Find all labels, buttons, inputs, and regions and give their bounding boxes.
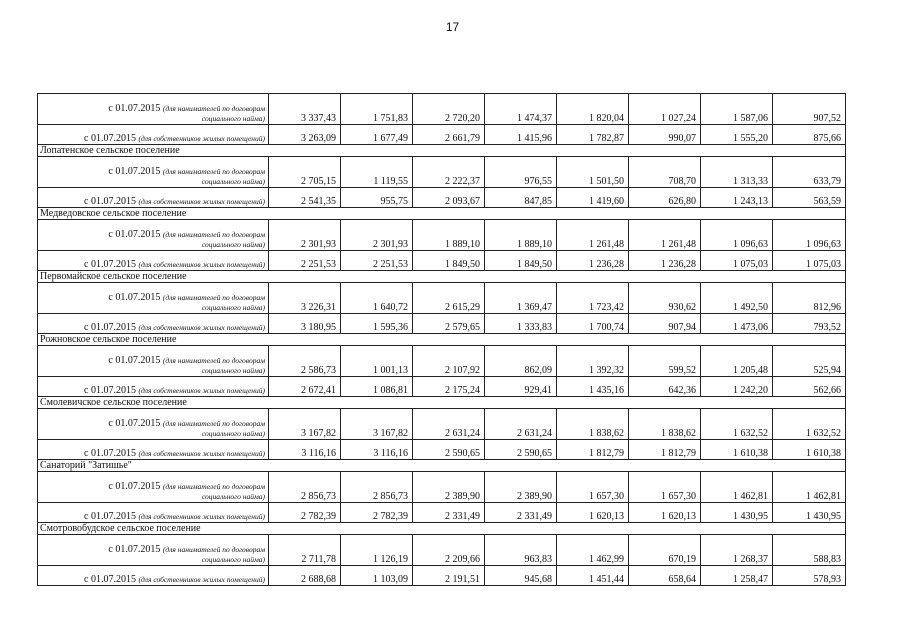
value-cell: 1 462,81 xyxy=(701,472,773,503)
value-cell: 1 027,24 xyxy=(629,94,701,125)
value-cell: 976,55 xyxy=(485,157,557,188)
row-label-line1: с 01.07.2015 (для нанимателей по договорам xyxy=(108,481,265,492)
table-body xyxy=(38,94,846,586)
table-row xyxy=(38,566,846,586)
table-row xyxy=(38,188,846,208)
value-cell: 1 640,72 xyxy=(341,283,413,314)
value-cell: 1 242,20 xyxy=(701,377,773,397)
value-cell: 3 337,43 xyxy=(269,94,341,125)
value-cell: 2 541,35 xyxy=(269,188,341,208)
table-row xyxy=(38,472,846,503)
value-cell: 1 838,62 xyxy=(629,409,701,440)
value-cell: 990,07 xyxy=(629,125,701,145)
row-label-note: (для нанимателей по договорам xyxy=(162,419,265,428)
row-label: с 01.07.2015 (для собственников жилых помещений) xyxy=(38,188,269,208)
table-row xyxy=(38,157,846,188)
row-label-note: социального найма) xyxy=(201,177,265,186)
value-cell: 930,62 xyxy=(629,283,701,314)
value-cell: 2 590,65 xyxy=(413,440,485,460)
value-cell: 955,75 xyxy=(341,188,413,208)
row-label-note: (для нанимателей по договорам xyxy=(162,482,265,491)
row-label-line2 xyxy=(42,555,265,565)
value-cell: 1 889,10 xyxy=(485,220,557,251)
value-cell: 1 657,30 xyxy=(629,472,701,503)
section-title: Медведовское сельское поселение xyxy=(38,208,846,220)
page-number: 17 xyxy=(445,20,460,34)
row-label xyxy=(38,94,269,125)
value-cell: 642,36 xyxy=(629,377,701,397)
table-row xyxy=(38,283,846,314)
value-cell: 1 595,36 xyxy=(341,314,413,334)
value-cell: 929,41 xyxy=(485,377,557,397)
value-cell: 1 462,81 xyxy=(773,472,846,503)
value-cell: 708,70 xyxy=(629,157,701,188)
value-cell: 2 107,92 xyxy=(413,346,485,377)
row-label-line2 xyxy=(42,177,265,187)
value-cell: 2 720,20 xyxy=(413,94,485,125)
value-cell: 2 782,39 xyxy=(341,503,413,523)
value-cell: 2 590,65 xyxy=(485,440,557,460)
row-label xyxy=(38,157,269,188)
value-cell: 1 610,38 xyxy=(773,440,846,460)
section-title: Смолевичское сельское поселение xyxy=(38,397,846,409)
row-label-note: социального найма) xyxy=(201,114,265,123)
value-cell: 2 389,90 xyxy=(485,472,557,503)
value-cell: 2 615,29 xyxy=(413,283,485,314)
value-cell: 2 631,24 xyxy=(485,409,557,440)
value-cell: 3 167,82 xyxy=(341,409,413,440)
value-cell: 1 096,63 xyxy=(773,220,846,251)
section-row xyxy=(38,271,846,283)
row-label: с 01.07.2015 (для собственников жилых помещений) xyxy=(38,566,269,586)
value-cell: 2 222,37 xyxy=(413,157,485,188)
row-label-note: (для собственников жилых помещений) xyxy=(138,197,265,206)
value-cell: 1 849,50 xyxy=(485,251,557,271)
value-cell: 1 587,06 xyxy=(701,94,773,125)
row-label-note: социального найма) xyxy=(201,303,265,312)
value-cell: 1 075,03 xyxy=(701,251,773,271)
value-cell: 1 268,37 xyxy=(701,535,773,566)
section-title: Санаторий "Затишье" xyxy=(38,460,846,472)
value-cell: 862,09 xyxy=(485,346,557,377)
row-label-note: (для собственников жилых помещений) xyxy=(138,323,265,332)
row-label-note: (для нанимателей по договорам xyxy=(162,104,265,113)
table-row xyxy=(38,503,846,523)
value-cell: 2 856,73 xyxy=(341,472,413,503)
row-label-note: социального найма) xyxy=(201,492,265,501)
value-cell: 2 782,39 xyxy=(269,503,341,523)
row-label-line1: с 01.07.2015 (для нанимателей по договорам xyxy=(108,544,265,555)
value-cell: 2 331,49 xyxy=(413,503,485,523)
value-cell: 1 103,09 xyxy=(341,566,413,586)
value-cell: 793,52 xyxy=(773,314,846,334)
row-label-note: (для нанимателей по договорам xyxy=(162,293,265,302)
section-row xyxy=(38,145,846,157)
value-cell: 1 258,47 xyxy=(701,566,773,586)
value-cell: 3 226,31 xyxy=(269,283,341,314)
value-cell: 1 369,47 xyxy=(485,283,557,314)
section-row xyxy=(38,208,846,220)
value-cell: 875,66 xyxy=(773,125,846,145)
row-label xyxy=(38,409,269,440)
value-cell: 670,19 xyxy=(629,535,701,566)
value-cell: 2 389,90 xyxy=(413,472,485,503)
value-cell: 1 492,50 xyxy=(701,283,773,314)
value-cell: 2 579,65 xyxy=(413,314,485,334)
value-cell: 2 093,67 xyxy=(413,188,485,208)
value-cell: 1 392,32 xyxy=(557,346,629,377)
row-label-note: социального найма) xyxy=(201,240,265,249)
row-label-line1: с 01.07.2015 (для нанимателей по договорам xyxy=(108,355,265,366)
table-row xyxy=(38,346,846,377)
table-row xyxy=(38,535,846,566)
row-label-line2 xyxy=(42,114,265,124)
value-cell: 2 251,53 xyxy=(341,251,413,271)
table-row xyxy=(38,377,846,397)
row-label: с 01.07.2015 (для собственников жилых помещений) xyxy=(38,503,269,523)
value-cell: 3 263,09 xyxy=(269,125,341,145)
value-cell: 1 812,79 xyxy=(629,440,701,460)
table-row xyxy=(38,409,846,440)
value-cell: 2 191,51 xyxy=(413,566,485,586)
row-label: с 01.07.2015 (для собственников жилых помещений) xyxy=(38,125,269,145)
value-cell: 907,52 xyxy=(773,94,846,125)
row-label-line2 xyxy=(42,492,265,502)
value-cell: 1 782,87 xyxy=(557,125,629,145)
table-row xyxy=(38,251,846,271)
row-label-line2 xyxy=(42,366,265,376)
row-label-note: (для нанимателей по договорам xyxy=(162,230,265,239)
section-row xyxy=(38,460,846,472)
value-cell: 2 688,68 xyxy=(269,566,341,586)
row-label-line2 xyxy=(42,303,265,313)
value-cell: 1 462,99 xyxy=(557,535,629,566)
value-cell: 525,94 xyxy=(773,346,846,377)
value-cell: 1 632,52 xyxy=(773,409,846,440)
value-cell: 633,79 xyxy=(773,157,846,188)
row-label-note: (для нанимателей по договорам xyxy=(162,167,265,176)
value-cell: 1 849,50 xyxy=(413,251,485,271)
value-cell: 2 209,66 xyxy=(413,535,485,566)
row-label-line2 xyxy=(42,240,265,250)
row-label: с 01.07.2015 (для собственников жилых помещений) xyxy=(38,440,269,460)
value-cell: 1 657,30 xyxy=(557,472,629,503)
table-row xyxy=(38,440,846,460)
value-cell: 578,93 xyxy=(773,566,846,586)
value-cell: 1 474,37 xyxy=(485,94,557,125)
value-cell: 1 236,28 xyxy=(629,251,701,271)
section-title: Рожновское сельское поселение xyxy=(38,334,846,346)
value-cell: 2 586,73 xyxy=(269,346,341,377)
row-label-note: (для нанимателей по договорам xyxy=(162,545,265,554)
value-cell: 1 075,03 xyxy=(773,251,846,271)
value-cell: 1 677,49 xyxy=(341,125,413,145)
value-cell: 1 261,48 xyxy=(557,220,629,251)
value-cell: 1 419,60 xyxy=(557,188,629,208)
row-label-line1: с 01.07.2015 (для нанимателей по договорам xyxy=(108,103,265,114)
section-title: Смотровобудское сельское поселение xyxy=(38,523,846,535)
row-label-note: (для собственников жилых помещений) xyxy=(138,134,265,143)
value-cell: 1 451,44 xyxy=(557,566,629,586)
value-cell: 2 856,73 xyxy=(269,472,341,503)
row-label-note: (для собственников жилых помещений) xyxy=(138,575,265,584)
value-cell: 562,66 xyxy=(773,377,846,397)
value-cell: 1 812,79 xyxy=(557,440,629,460)
value-cell: 2 301,93 xyxy=(269,220,341,251)
value-cell: 2 251,53 xyxy=(269,251,341,271)
row-label: с 01.07.2015 (для собственников жилых помещений) xyxy=(38,314,269,334)
value-cell: 1 751,83 xyxy=(341,94,413,125)
value-cell: 1 700,74 xyxy=(557,314,629,334)
value-cell: 1 620,13 xyxy=(557,503,629,523)
section-row xyxy=(38,397,846,409)
row-label-note: (для нанимателей по договорам xyxy=(162,356,265,365)
row-label xyxy=(38,346,269,377)
section-title: Лопатенское сельское поселение xyxy=(38,145,846,157)
value-cell: 907,94 xyxy=(629,314,701,334)
row-label xyxy=(38,535,269,566)
table-row xyxy=(38,94,846,125)
row-label-line1: с 01.07.2015 (для нанимателей по договорам xyxy=(108,229,265,240)
value-cell: 3 116,16 xyxy=(269,440,341,460)
tariff-table xyxy=(37,93,846,586)
value-cell: 3 167,82 xyxy=(269,409,341,440)
table-row xyxy=(38,220,846,251)
value-cell: 2 661,79 xyxy=(413,125,485,145)
value-cell: 1 430,95 xyxy=(701,503,773,523)
table-row xyxy=(38,125,846,145)
row-label xyxy=(38,472,269,503)
value-cell: 1 435,16 xyxy=(557,377,629,397)
value-cell: 1 205,48 xyxy=(701,346,773,377)
value-cell: 945,68 xyxy=(485,566,557,586)
value-cell: 1 333,83 xyxy=(485,314,557,334)
value-cell: 1 473,06 xyxy=(701,314,773,334)
value-cell: 1 723,42 xyxy=(557,283,629,314)
value-cell: 1 119,55 xyxy=(341,157,413,188)
value-cell: 1 001,13 xyxy=(341,346,413,377)
row-label-note: (для собственников жилых помещений) xyxy=(138,386,265,395)
section-row xyxy=(38,334,846,346)
value-cell: 2 705,15 xyxy=(269,157,341,188)
value-cell: 812,96 xyxy=(773,283,846,314)
value-cell: 2 711,78 xyxy=(269,535,341,566)
row-label-note: социального найма) xyxy=(201,555,265,564)
table-row xyxy=(38,314,846,334)
value-cell: 2 631,24 xyxy=(413,409,485,440)
value-cell: 2 175,24 xyxy=(413,377,485,397)
value-cell: 1 820,04 xyxy=(557,94,629,125)
value-cell: 1 415,96 xyxy=(485,125,557,145)
value-cell: 1 243,13 xyxy=(701,188,773,208)
row-label-note: (для собственников жилых помещений) xyxy=(138,512,265,521)
value-cell: 1 430,95 xyxy=(773,503,846,523)
row-label-note: (для собственников жилых помещений) xyxy=(138,260,265,269)
row-label-line1: с 01.07.2015 (для нанимателей по договорам xyxy=(108,292,265,303)
row-label xyxy=(38,283,269,314)
value-cell: 1 555,20 xyxy=(701,125,773,145)
value-cell: 1 086,81 xyxy=(341,377,413,397)
value-cell: 2 301,93 xyxy=(341,220,413,251)
value-cell: 2 672,41 xyxy=(269,377,341,397)
value-cell: 3 116,16 xyxy=(341,440,413,460)
row-label-line2 xyxy=(42,429,265,439)
value-cell: 1 838,62 xyxy=(557,409,629,440)
value-cell: 1 610,38 xyxy=(701,440,773,460)
row-label-note: (для собственников жилых помещений) xyxy=(138,449,265,458)
row-label-note: социального найма) xyxy=(201,366,265,375)
value-cell: 1 126,19 xyxy=(341,535,413,566)
value-cell: 1 261,48 xyxy=(629,220,701,251)
section-title: Первомайское сельское поселение xyxy=(38,271,846,283)
row-label-line1: с 01.07.2015 (для нанимателей по договорам xyxy=(108,166,265,177)
value-cell: 2 331,49 xyxy=(485,503,557,523)
value-cell: 1 889,10 xyxy=(413,220,485,251)
value-cell: 626,80 xyxy=(629,188,701,208)
value-cell: 1 236,28 xyxy=(557,251,629,271)
value-cell: 3 180,95 xyxy=(269,314,341,334)
row-label: с 01.07.2015 (для собственников жилых помещений) xyxy=(38,377,269,397)
value-cell: 563,59 xyxy=(773,188,846,208)
section-row xyxy=(38,523,846,535)
value-cell: 1 096,63 xyxy=(701,220,773,251)
value-cell: 1 620,13 xyxy=(629,503,701,523)
value-cell: 658,64 xyxy=(629,566,701,586)
value-cell: 1 501,50 xyxy=(557,157,629,188)
value-cell: 599,52 xyxy=(629,346,701,377)
row-label-line1: с 01.07.2015 (для нанимателей по договорам xyxy=(108,418,265,429)
row-label xyxy=(38,220,269,251)
value-cell: 1 313,33 xyxy=(701,157,773,188)
value-cell: 588,83 xyxy=(773,535,846,566)
value-cell: 847,85 xyxy=(485,188,557,208)
row-label-note: социального найма) xyxy=(201,429,265,438)
row-label: с 01.07.2015 (для собственников жилых помещений) xyxy=(38,251,269,271)
value-cell: 963,83 xyxy=(485,535,557,566)
value-cell: 1 632,52 xyxy=(701,409,773,440)
